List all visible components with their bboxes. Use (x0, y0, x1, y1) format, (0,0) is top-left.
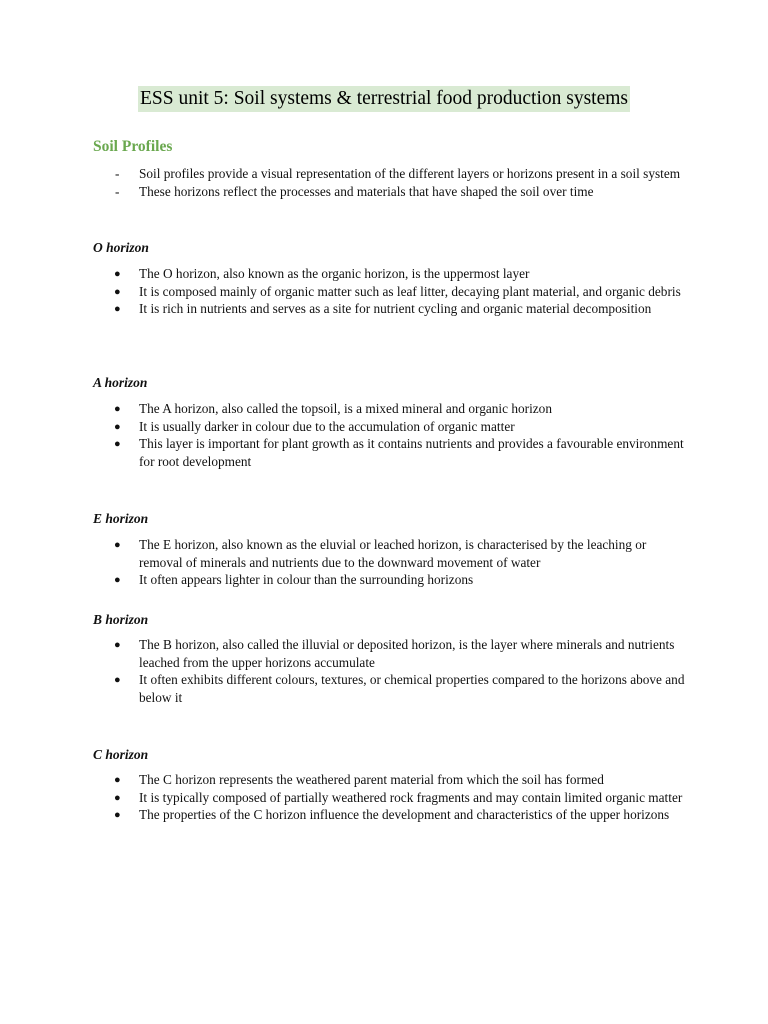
list-item-text: The E horizon, also known as the eluvial or leached horizon, is characterised by the leaching or removal of minerals and nutrients due to the downward movement of water (139, 537, 647, 570)
o-horizon-list (93, 265, 693, 318)
bullet-marker: ● (114, 574, 121, 587)
a-horizon-list (93, 400, 693, 470)
b-horizon-list-block (93, 636, 693, 706)
list-item (93, 771, 693, 789)
list-item (93, 400, 693, 418)
e-horizon-list (93, 536, 693, 589)
c-horizon-list-block (93, 771, 693, 824)
intro-item-text: Soil profiles provide a visual representation of the different layers or horizons present in a soil system (139, 166, 681, 181)
list-item-text: It is rich in nutrients and serves as a site for nutrient cycling and organic material decomposition (139, 301, 652, 317)
intro-list-item (93, 183, 693, 201)
dash-marker: - (115, 183, 120, 199)
intro-list-item (93, 165, 693, 183)
bullet-marker: ● (114, 639, 121, 651)
list-item-text: The C horizon represents the weathered parent material from which the soil has formed (139, 772, 604, 787)
e-horizon-heading: E horizon (93, 511, 149, 526)
list-item (93, 789, 693, 807)
bullet-marker: ● (114, 438, 121, 451)
o-horizon-list-block (93, 265, 693, 318)
bullet-marker: ● (114, 674, 121, 687)
bullet-marker: ● (114, 791, 121, 804)
list-item-text: The properties of the C horizon influence the development and characteristics of the upper horizons (139, 807, 670, 823)
bullet-marker: ● (114, 539, 121, 551)
list-item-text: The B horizon, also called the illuvial or deposited horizon, is the layer where minerals and nutrients leached from the upper horizons accumulate (139, 637, 675, 670)
dash-marker: - (115, 166, 120, 181)
intro-item-text: These horizons reflect the processes and materials that have shaped the soil over time (139, 183, 594, 199)
bullet-marker: ● (114, 809, 121, 822)
list-item-text: It often appears lighter in colour than the surrounding horizons (139, 572, 474, 588)
list-item (93, 636, 693, 671)
list-item-text: The A horizon, also called the topsoil, is a mixed mineral and organic horizon (139, 401, 552, 416)
list-item-text: It is typically composed of partially weathered rock fragments and may contain limited organic matter (139, 789, 683, 805)
page-title: ESS unit 5: Soil systems & terrestrial food production systems (138, 86, 630, 112)
list-item (93, 265, 693, 283)
list-item-text: It is usually darker in colour due to the accumulation of organic matter (139, 418, 515, 434)
list-item (93, 283, 693, 301)
a-horizon-list-block (93, 400, 693, 470)
title-container (0, 86, 768, 112)
o-horizon-heading: O horizon (93, 240, 149, 255)
e-horizon-list-block (93, 536, 693, 589)
list-item (93, 418, 693, 436)
bullet-marker: ● (114, 403, 121, 415)
intro-list-block (93, 165, 693, 200)
bullet-marker: ● (114, 774, 121, 786)
list-item (93, 435, 693, 470)
b-horizon-heading: B horizon (93, 612, 149, 627)
list-item (93, 806, 693, 824)
bullet-marker: ● (114, 420, 121, 433)
bullet-marker: ● (114, 268, 121, 280)
list-item-text: It often exhibits different colours, textures, or chemical properties compared to the horizons above and below it (139, 672, 685, 705)
bullet-marker: ● (114, 303, 121, 316)
e-horizon-heading-block (93, 510, 693, 528)
o-horizon-heading-block (93, 239, 693, 257)
list-item (93, 536, 693, 571)
list-item-text: It is composed mainly of organic matter such as leaf litter, decaying plant material, and organic debris (139, 283, 681, 299)
list-item-text: This layer is important for plant growth as it contains nutrients and provides a favourable environment for root development (139, 436, 684, 469)
c-horizon-heading-block (93, 746, 693, 764)
c-horizon-list (93, 771, 693, 824)
c-horizon-heading: C horizon (93, 747, 149, 762)
a-horizon-heading-block (93, 374, 693, 392)
list-item-text: The O horizon, also known as the organic horizon, is the uppermost layer (139, 266, 530, 281)
list-item (93, 671, 693, 706)
list-item (93, 571, 693, 589)
b-horizon-list (93, 636, 693, 706)
bullet-marker: ● (114, 285, 121, 298)
b-horizon-heading-block (93, 611, 693, 629)
section-heading-soil-profiles: Soil Profiles (93, 138, 173, 155)
list-item (93, 300, 693, 318)
intro-list (93, 165, 693, 200)
a-horizon-heading: A horizon (93, 375, 148, 390)
